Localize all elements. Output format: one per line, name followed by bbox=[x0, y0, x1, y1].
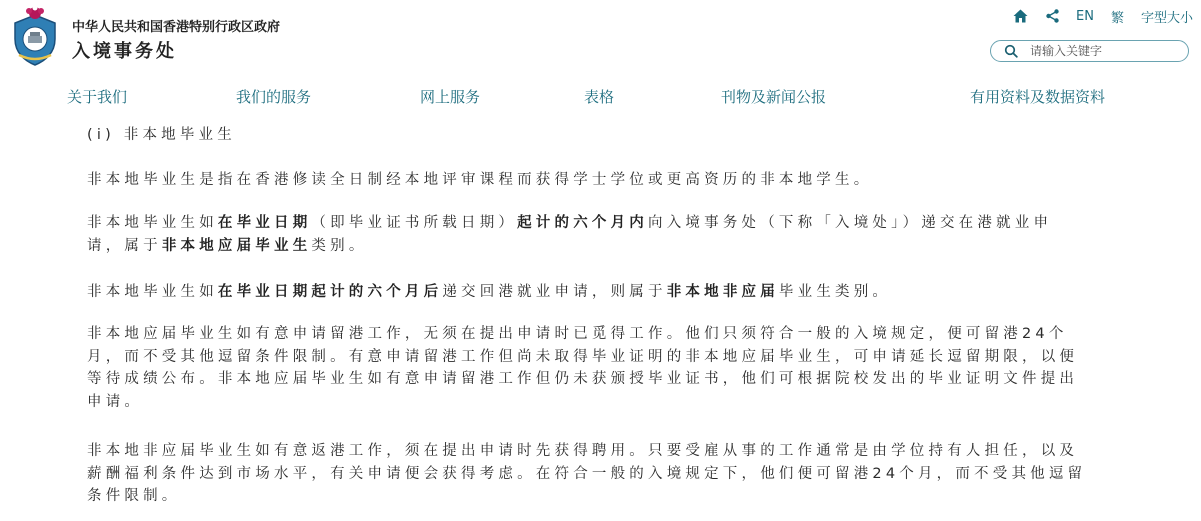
nav-item-publications-press[interactable]: 刊物及新闻公报 bbox=[721, 88, 827, 106]
site-header bbox=[0, 0, 1201, 112]
main-navigation bbox=[0, 86, 1201, 106]
paragraph-fresh-graduates-details: 非本地应届毕业生如有意申请留港工作，无须在提出申请时已觅得工作。他们只须符合一般的入境规定，便可留港24个月，而不受其他逗留条件限制。有意申请留港工作但尚未取得毕业证明的非本地应届毕业生，可申请延长逗留期限，以便等待成绩公布。非本地应届毕业生如有意申请留港工作但仍未获颁授毕业证书，他们可根据院校发出的毕业证明文件提出申请。 bbox=[87, 326, 1079, 410]
immigration-department-logo[interactable] bbox=[9, 5, 61, 67]
department-name[interactable]: 入境事务处 bbox=[72, 41, 177, 62]
main-content bbox=[0, 112, 1201, 521]
paragraph-returning-graduates: 非本地毕业生如在毕业日期起计的六个月后递交回港就业申请，则属于非本地非应届毕业生类别。 bbox=[87, 284, 892, 300]
paragraph-fresh-graduates: 非本地毕业生如在毕业日期（即毕业证书所载日期）起计的六个月内向入境事务处（下称「入境处」）递交在港就业申请，属于非本地应届毕业生类别。 bbox=[87, 215, 1053, 254]
nav-item-useful-info-statistics[interactable]: 有用资料及数据资料 bbox=[970, 88, 1106, 106]
home-icon bbox=[1013, 9, 1028, 23]
search-input[interactable] bbox=[1030, 44, 1170, 58]
font-size-link[interactable]: 字型大小 bbox=[1141, 10, 1194, 26]
nav-item-our-services[interactable]: 我们的服务 bbox=[236, 88, 312, 106]
home-link[interactable] bbox=[1012, 8, 1028, 24]
share-icon bbox=[1046, 9, 1059, 23]
search-box[interactable] bbox=[990, 40, 1189, 62]
paragraph-definition: 非本地毕业生是指在香港修读全日制经本地评审课程而获得学士学位或更高资历的非本地学生。 bbox=[87, 172, 873, 188]
language-english-link[interactable]: EN bbox=[1076, 8, 1094, 24]
section-title: (i) 非本地毕业生 bbox=[87, 127, 236, 143]
language-traditional-link[interactable]: 繁 bbox=[1111, 10, 1125, 26]
search-icon[interactable] bbox=[1004, 44, 1018, 58]
government-name: 中华人民共和国香港特别行政区政府 bbox=[72, 20, 281, 35]
nav-item-online-services[interactable]: 网上服务 bbox=[420, 88, 481, 106]
nav-item-about-us[interactable]: 关于我们 bbox=[67, 88, 128, 106]
share-button[interactable] bbox=[1045, 8, 1059, 24]
paragraph-non-fresh-graduates-details: 非本地非应届毕业生如有意返港工作，须在提出申请时先获得聘用。只要受雇从事的工作通常是由学位持有人担任，以及薪酬福利条件达到市场水平，有关申请便会获得考虑。在符合一般的入境规定下，他们便可留港24个月，而不受其他逗留条件限制。 bbox=[87, 443, 1087, 504]
nav-item-forms[interactable]: 表格 bbox=[584, 88, 615, 106]
